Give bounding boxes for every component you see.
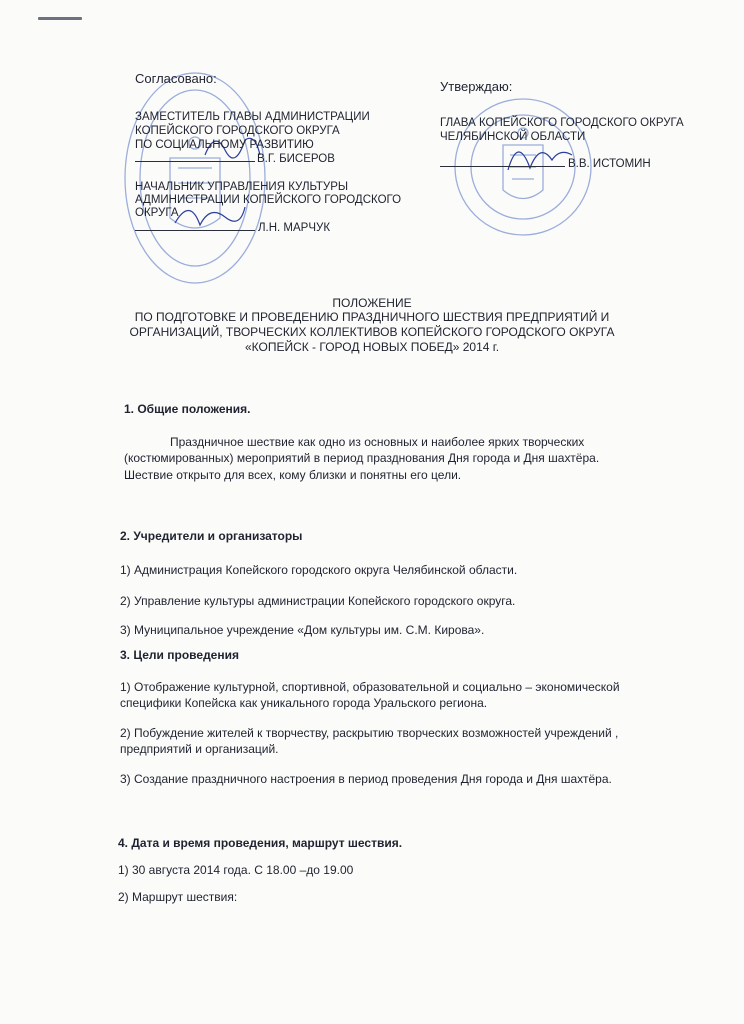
left-seal-stamp	[120, 68, 270, 288]
document-title-line: «КОПЕЙСК - ГОРОД НОВЫХ ПОБЕД» 2014 г.	[244, 340, 500, 354]
section1-line: Шествие открыто для всех, кому близки и понятны его цели.	[124, 468, 462, 482]
approval-left2-title-line: АДМИНИСТРАЦИИ КОПЕЙСКОГО ГОРОДСКОГО	[135, 194, 402, 206]
approval-left2-title-line: ОКРУГА	[135, 207, 179, 219]
approval-right-title-line: ГЛАВА КОПЕЙСКОГО ГОРОДСКОГО ОКРУГА	[440, 117, 684, 129]
approval-left2-title-line: НАЧАЛЬНИК УПРАВЛЕНИЯ КУЛЬТУРЫ	[135, 181, 349, 193]
section2-item: 1) Администрация Копейского городского округа Челябинской области.	[120, 563, 518, 577]
signature-line	[135, 161, 255, 162]
section3-item: 2) Побуждение жителей к творчеству, раскрытию творческих возможностей учреждений ,	[120, 726, 619, 740]
section4-item: 1) 30 августа 2014 года. С 18.00 –до 19.00	[118, 863, 354, 877]
approval-left-title-line: КОПЕЙСКОГО ГОРОДСКОГО ОКРУГА	[135, 125, 340, 137]
section4-heading: 4. Дата и время проведения, маршрут шествия.	[118, 836, 403, 850]
document-title-line: ПО ПОДГОТОВКЕ И ПРОВЕДЕНИЮ ПРАЗДНИЧНОГО ШЕСТВИЯ ПРЕДПРИЯТИЙ И	[134, 310, 610, 324]
signature-line	[135, 230, 255, 231]
section4-item: 2) Маршрут шествия:	[118, 890, 238, 904]
section1-line: (костюмированных) мероприятий в период празднования Дня города и Дня шахтёра.	[124, 451, 600, 465]
document-title-line: ОРГАНИЗАЦИЙ, ТВОРЧЕСКИХ КОЛЛЕКТИВОВ КОПЕЙСКОГО ГОРОДСКОГО ОКРУГА	[129, 325, 615, 339]
section1-heading: 1. Общие положения.	[124, 402, 251, 416]
section3-item: предприятий и организаций.	[120, 742, 279, 756]
approval-left-title-line: ПО СОЦИАЛЬНОМУ РАЗВИТИЮ	[135, 139, 314, 151]
section2-heading: 2. Учредители и организаторы	[120, 529, 303, 543]
section3-item: специфики Копейска как уникального города Уральского региона.	[120, 696, 488, 710]
approval-left-name: В.Г. БИСЕРОВ	[257, 153, 335, 165]
section2-item: 3) Муниципальное учреждение «Дом культуры им. С.М. Кирова».	[120, 623, 485, 637]
document-title-main: ПОЛОЖЕНИЕ	[332, 296, 412, 310]
scan-edge-mark	[38, 17, 82, 20]
section3-item: 3) Создание праздничного настроения в период проведения Дня города и Дня шахтёра.	[120, 772, 612, 786]
section2-item: 2) Управление культуры администрации Копейского городского округа.	[120, 594, 516, 608]
approval-left2-name: Л.Н. МАРЧУК	[258, 222, 331, 234]
section3-item: 1) Отображение культурной, спортивной, образовательной и социально – экономической	[120, 680, 620, 694]
section1-line: Праздничное шествие как одно из основных и наиболее ярких творческих	[170, 435, 585, 449]
approval-right-caption: Утверждаю:	[440, 79, 513, 94]
approval-right-title-line: ЧЕЛЯБИНСКОЙ ОБЛАСТИ	[440, 131, 586, 143]
approval-right-name: В.В. ИСТОМИН	[568, 158, 651, 170]
signature-line	[440, 166, 565, 167]
approval-left-caption: Согласовано:	[135, 71, 217, 86]
approval-left-title-line: ЗАМЕСТИТЕЛЬ ГЛАВЫ АДМИНИСТРАЦИИ	[135, 111, 370, 123]
section3-heading: 3. Цели проведения	[120, 648, 239, 662]
